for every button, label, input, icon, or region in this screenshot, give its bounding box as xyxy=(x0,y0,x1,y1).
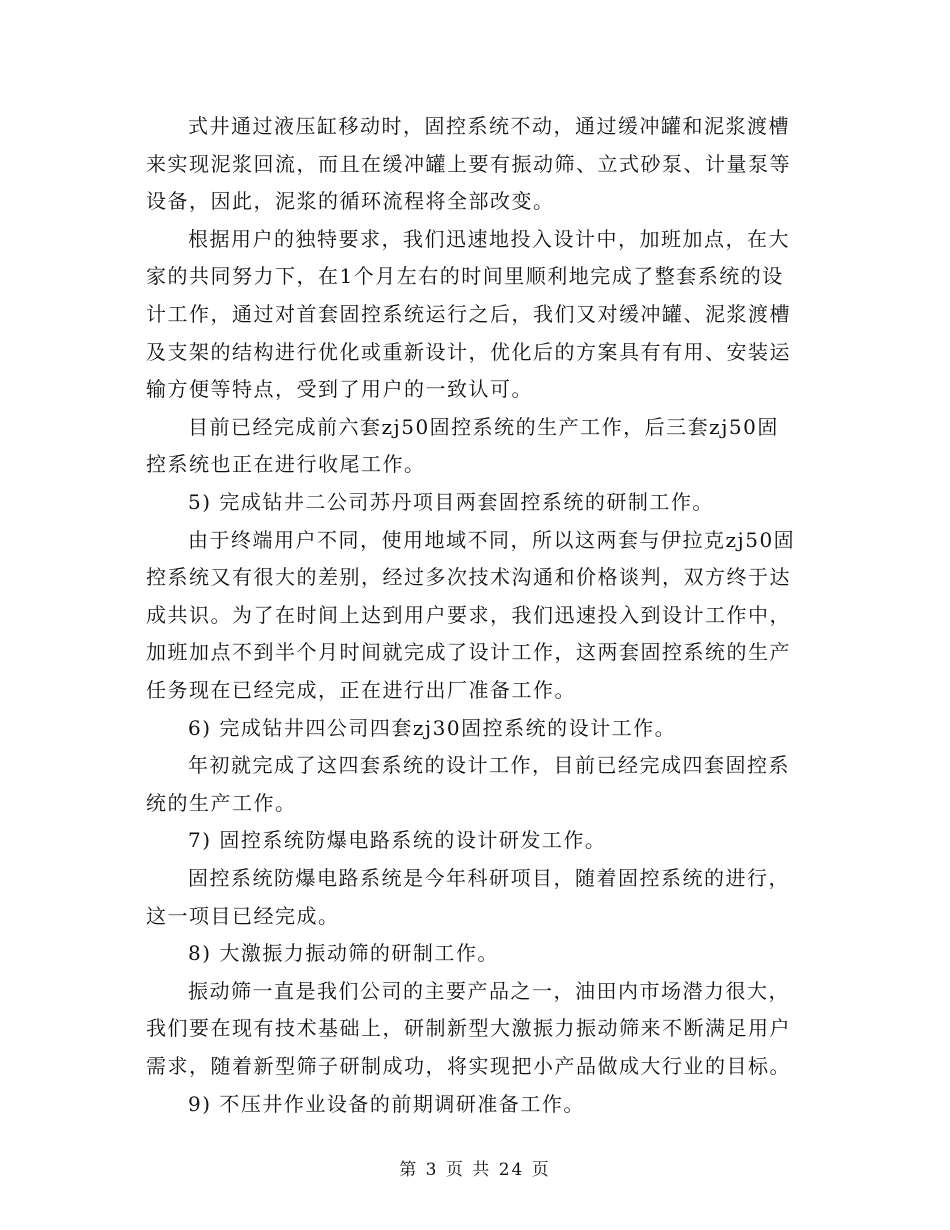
text-line: 由于终端用户不同，使用地域不同，所以这两套与伊拉克zj50固 xyxy=(188,527,796,552)
page-number-footer: 第 3 页 共 24 页 xyxy=(399,1160,551,1180)
text-line: 式井通过液压缸移动时，固控系统不动，通过缓冲罐和泥浆渡槽 xyxy=(188,114,790,138)
list-item-heading: 5) 完成钻井二公司苏丹项目两套固控系统的研制工作。 xyxy=(188,490,714,514)
list-item-heading: 6) 完成钻井四公司四套zj30固控系统的设计工作。 xyxy=(188,715,677,740)
text-line: 这一项目已经完成。 xyxy=(146,903,340,928)
text-line: 振动筛一直是我们公司的主要产品之一，油田内市场潜力很大， xyxy=(188,978,790,1003)
text-line: 输方便等特点，受到了用户的一致认可。 xyxy=(146,377,533,402)
text-line: 控系统也正在进行收尾工作。 xyxy=(146,452,426,477)
text-line: 家的共同努力下，在1个月左右的时间里顺利地完成了整套系统的设 xyxy=(146,264,784,289)
list-item-heading: 8) 大激振力振动筛的研制工作。 xyxy=(188,941,499,966)
list-item-heading: 7) 固控系统防爆电路系统的设计研发工作。 xyxy=(188,828,607,853)
text-line: 来实现泥浆回流，而且在缓冲罐上要有振动筛、立式砂泵、计量泵等 xyxy=(146,151,791,176)
text-line: 及支架的结构进行优化或重新设计，优化后的方案具有有用、安装运 xyxy=(146,339,791,364)
text-line: 目前已经完成前六套zj50固控系统的生产工作，后三套zj50固 xyxy=(188,414,779,439)
text-line: 统的生产工作。 xyxy=(146,790,297,815)
text-line: 控系统又有很大的差别，经过多次技术沟通和价格谈判，双方终于达 xyxy=(146,565,791,590)
text-line: 固控系统防爆电路系统是今年科研项目，随着固控系统的进行， xyxy=(188,866,790,890)
text-line: 根据用户的独特要求，我们迅速地投入设计中，加班加点，在大 xyxy=(188,226,790,251)
text-line: 加班加点不到半个月时间就完成了设计工作，这两套固控系统的生产 xyxy=(146,640,791,665)
text-line: 年初就完成了这四套系统的设计工作，目前已经完成四套固控系 xyxy=(188,753,790,778)
text-line: 需求，随着新型筛子研制成功，将实现把小产品做成大行业的目标。 xyxy=(146,1054,791,1078)
text-line: 我们要在现有技术基础上，研制新型大激振力振动筛来不断满足用户 xyxy=(146,1016,791,1041)
text-line: 任务现在已经完成，正在进行出厂准备工作。 xyxy=(146,678,576,702)
text-line: 设备，因此，泥浆的循环流程将全部改变。 xyxy=(146,189,555,214)
text-line: 计工作，通过对首套固控系统运行之后，我们又对缓冲罐、泥浆渡槽 xyxy=(146,302,791,326)
text-line: 成共识。为了在时间上达到用户要求，我们迅速投入到设计工作中， xyxy=(146,602,791,627)
list-item-heading: 9) 不压井作业设备的前期调研准备工作。 xyxy=(188,1091,585,1116)
